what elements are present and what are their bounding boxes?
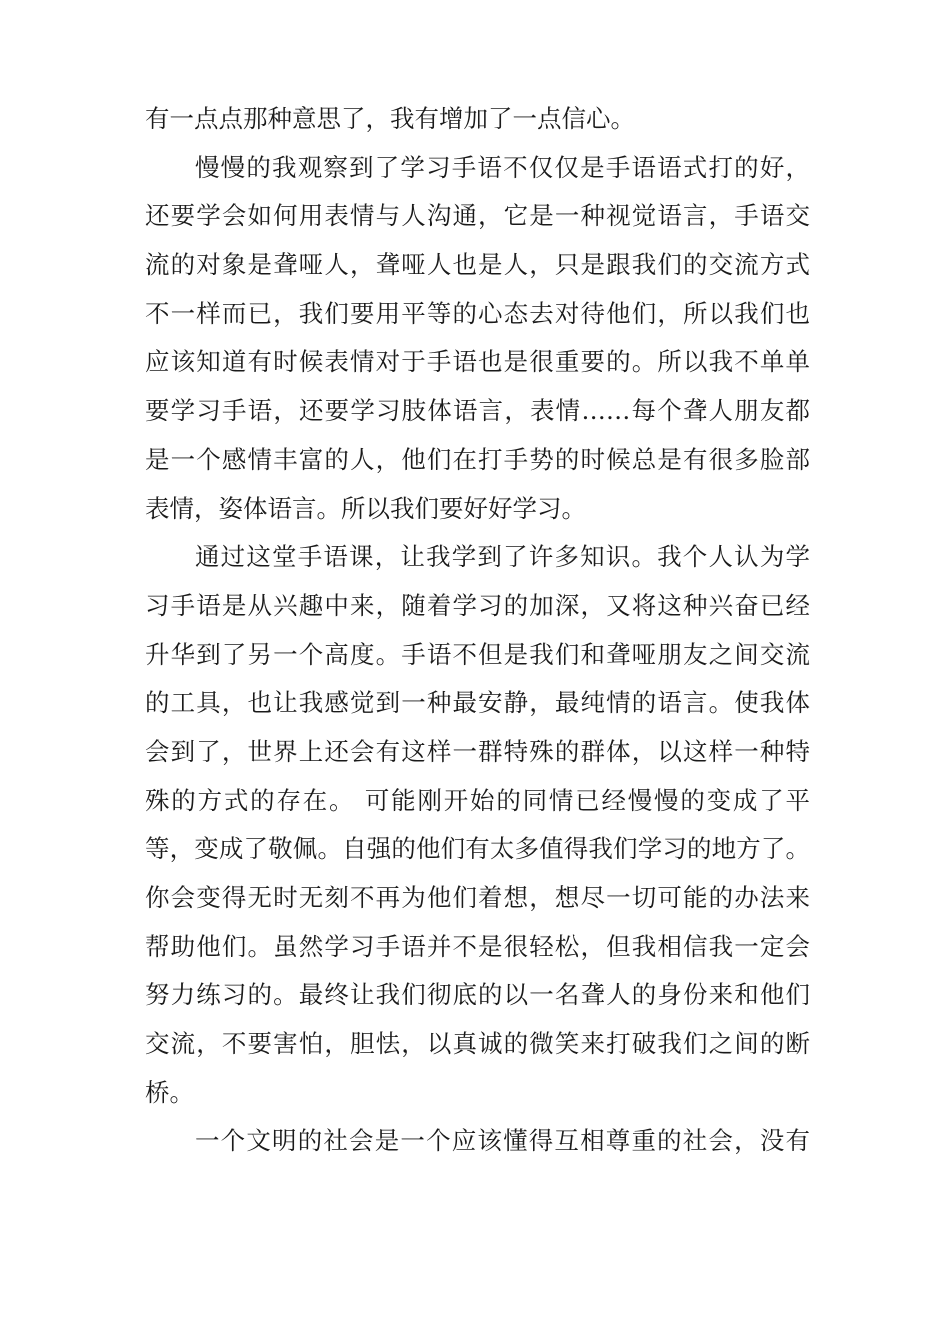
text-line: 升华到了另一个高度。手语不但是我们和聋哑朋友之间交流 [145, 639, 810, 669]
text-line: 习手语是从兴趣中来，随着学习的加深，又将这种兴奋已经 [145, 590, 810, 620]
text-line: 不一样而已，我们要用平等的心态去对待他们，所以我们也 [145, 298, 810, 328]
text-line: 是一个感情丰富的人，他们在打手势的时候总是有很多脸部 [145, 444, 810, 474]
text-line: 的工具，也让我感觉到一种最安静，最纯情的语言。使我体 [145, 688, 810, 718]
text-line: 流的对象是聋哑人，聋哑人也是人，只是跟我们的交流方式 [145, 250, 810, 280]
text-line: 帮助他们。虽然学习手语并不是很轻松，但我相信我一定会 [145, 931, 810, 961]
paragraph-first-line: 一个文明的社会是一个应该懂得互相尊重的社会，没有 [195, 1126, 810, 1156]
text-line: 要学习手语，还要学习肢体语言，表情……每个聋人朋友都 [145, 396, 810, 426]
text-line: 努力练习的。最终让我们彻底的以一名聋人的身份来和他们 [145, 980, 810, 1010]
body-text [145, 95, 810, 1166]
text-line: 殊的方式的存在。 可能刚开始的同情已经慢慢的变成了平 [145, 785, 810, 815]
text-line: 有一点点那种意思了，我有增加了一点信心。 [145, 104, 635, 133]
text-line: 你会变得无时无刻不再为他们着想，想尽一切可能的办法来 [145, 883, 810, 912]
text-line: 交流，不要害怕，胆怯，以真诚的微笑来打破我们之间的断 [145, 1029, 810, 1059]
text-line: 等，变成了敬佩。自强的他们有太多值得我们学习的地方了。 [145, 834, 810, 864]
text-line: 会到了，世界上还会有这样一群特殊的群体，以这样一种特 [145, 736, 810, 766]
paragraph-first-line: 通过这堂手语课，让我学到了许多知识。我个人认为学 [195, 542, 810, 572]
text-line: 表情，姿体语言。所以我们要好好学习。 [145, 493, 586, 523]
text-line: 应该知道有时候表情对于手语也是很重要的。所以我不单单 [145, 347, 810, 377]
text-line: 还要学会如何用表情与人沟通，它是一种视觉语言，手语交 [145, 201, 810, 231]
text-line: 桥。 [145, 1077, 194, 1107]
paragraph-first-line: 慢慢的我观察到了学习手语不仅仅是手语语式打的好， [195, 152, 810, 182]
